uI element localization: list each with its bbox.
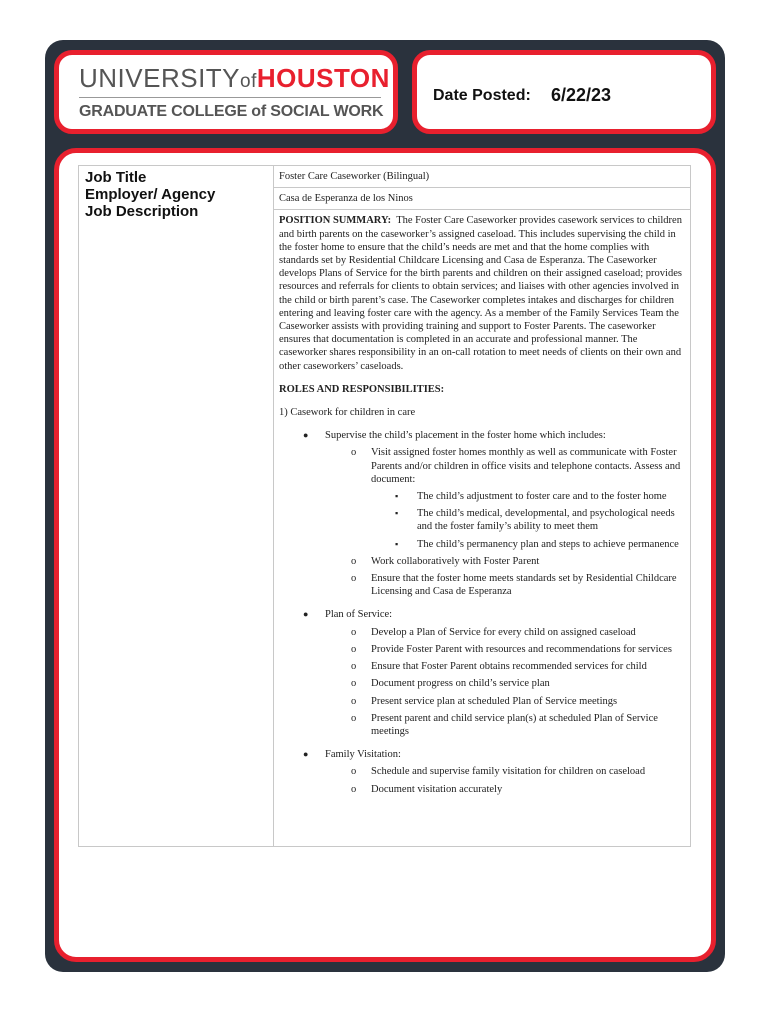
bullet-plan-of-service: Plan of Service:	[325, 609, 393, 621]
sublist-visitation	[325, 765, 685, 795]
list-item: o Present parent and child service plan(s) at scheduled Plan of Service meetings	[325, 712, 685, 738]
list-item	[279, 748, 685, 796]
date-posted-value: 6/22/23	[551, 85, 612, 105]
section-casework: 1) Casework for children in care	[279, 407, 416, 419]
roles-heading: ROLES AND RESPONSIBILITIES:	[279, 383, 445, 395]
list-item: o Document visitation accurately	[325, 783, 685, 796]
list-item: o Develop a Plan of Service for every child on assigned caseload	[325, 626, 685, 639]
logo-divider	[79, 97, 381, 98]
logo-university-name: UNIVERSITYofHOUSTON	[79, 63, 390, 93]
logo-college-name: GRADUATE COLLEGE of SOCIAL WORK	[79, 103, 384, 120]
date-posted-box	[412, 50, 716, 134]
summary-heading: POSITION SUMMARY:	[279, 215, 392, 227]
list-item: ▪ The child’s adjustment to foster care and to the foster home	[371, 490, 685, 503]
summary-text: The Foster Care Caseworker provides casework services to children and birth parents on the caseworker’s assigned caseload. This includes supervising the child in the foster home to ensure that the child’s needs are met and that the home complies with standards set by Residential Childcare Licensing and Casa de Esperanza. The Caseworker develops Plans of Service for the birth parents and children on their assigned caseload; provides resources and referrals for clients to obtain services; and liaises with other agencies involved in the child or birth parent’s case. The Caseworker completes intakes and discharges for children entering and leaving foster care with the agency. As a member of the Family Services Team the Caseworker assists with providing training and support to Foster Parents. The caseworker ensures that documentation is completed in an accurate and professional manner. The caseworker shares responsibility in an on-call rotation to meet needs of clients on their own and other caseworkers’ caseloads.	[279, 215, 682, 372]
university-logo	[54, 50, 398, 134]
list-item: o Document progress on child’s service plan	[325, 677, 685, 690]
employer-label: Employer/ Agency	[85, 186, 216, 203]
job-description-value	[274, 210, 691, 847]
sublist-supervise	[325, 446, 685, 598]
job-title-label: Job Title	[85, 169, 147, 186]
position-summary	[279, 214, 685, 372]
date-posted-label: Date Posted:	[433, 87, 531, 104]
list-item	[279, 608, 685, 738]
list-item: o Present service plan at scheduled Plan of Service meetings	[325, 695, 685, 708]
job-title-row	[79, 166, 691, 188]
list-item: o Provide Foster Parent with resources and recommendations for services	[325, 643, 685, 656]
list-item: ▪ The child’s permanency plan and steps to achieve permanence	[371, 538, 685, 551]
list-item: o Schedule and supervise family visitation for children on caseload	[325, 765, 685, 778]
label-column	[79, 166, 274, 847]
list-item: o Visit assigned foster homes monthly as well as communicate with Foster Parents and/or children in office visits and telephone contacts. Assess and document: ▪ The child’s adjustment to foster care and to the foster home ▪ The child’s medical, developmental, and psychological needs and the foster family’s ability to meet them ▪ The child’s permanency plan and steps to achieve permanence	[325, 446, 685, 550]
employer-value: Casa de Esperanza de los Ninos	[274, 188, 691, 210]
list-item	[279, 429, 685, 598]
responsibility-list	[279, 429, 685, 795]
list-item: ▪ The child’s medical, developmental, and psychological needs and the foster family’s ability to meet them	[371, 507, 685, 533]
sublist-assess	[371, 490, 685, 551]
job-info-table	[78, 165, 691, 847]
list-item: o Work collaboratively with Foster Parent	[325, 555, 685, 568]
list-item: o Ensure that Foster Parent obtains recommended services for child	[325, 660, 685, 673]
sublist-plan	[325, 626, 685, 738]
bullet-family-visitation: Family Visitation:	[325, 749, 401, 761]
bullet-supervise: Supervise the child’s placement in the foster home which includes:	[325, 430, 606, 442]
job-description-label: Job Description	[85, 203, 199, 220]
job-title-value: Foster Care Caseworker (Bilingual)	[274, 166, 691, 188]
list-item: o Ensure that the foster home meets standards set by Residential Childcare Licensing and Casa de Esperanza	[325, 572, 685, 598]
